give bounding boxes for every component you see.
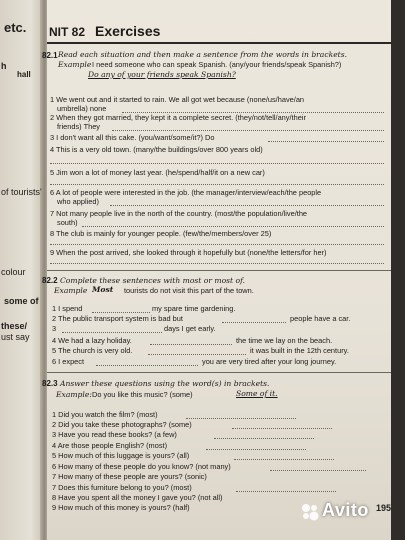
page-title: Exercises xyxy=(95,23,161,39)
example-line: Do you like this music? (some) xyxy=(92,390,193,399)
section-number: 82.2 xyxy=(42,276,58,285)
header-rule xyxy=(47,42,391,44)
exercise-line: 4 This is a very old town. (many/the buildings/over 800 years old) xyxy=(50,145,263,154)
answer-blank[interactable] xyxy=(92,311,150,313)
exercise-line: 6 I expect xyxy=(52,357,85,366)
exercise-line: 8 Have you spent all the money I gave you? (not all) xyxy=(52,493,223,502)
answer-blank[interactable] xyxy=(62,331,162,333)
page-number: 195 xyxy=(376,503,392,513)
exercise-line: 3 I don't want all this cake. (you/want/some/it?) Do xyxy=(50,133,215,142)
exercise-line: it was built in the 12th century. xyxy=(250,346,349,355)
answer-line[interactable] xyxy=(50,262,384,264)
answer-line[interactable] xyxy=(50,243,384,245)
avito-logo xyxy=(300,500,396,524)
answer-blank[interactable] xyxy=(222,321,286,323)
left-fragment: hall xyxy=(17,70,31,79)
section-instruction: Complete these sentences with most or most of. xyxy=(60,276,246,285)
left-fragment: these/ xyxy=(1,321,28,331)
example-line: tourists do not visit this part of the town. xyxy=(124,286,254,295)
answer-blank[interactable] xyxy=(150,343,232,345)
section-instruction: Answer these questions using the word(s) in brackets. xyxy=(60,379,270,388)
answer-line[interactable] xyxy=(270,469,366,471)
exercise-line: 5 Jim won a lot of money last year. (he/spend/half/it on a new car) xyxy=(50,168,265,177)
answer-line[interactable] xyxy=(234,458,334,460)
left-fragment: of tourists' xyxy=(1,187,42,197)
example-answer: Some of it. xyxy=(236,389,278,398)
answer-line[interactable] xyxy=(206,448,306,450)
example-label: Example xyxy=(58,60,92,69)
exercise-line: 5 The church is very old. xyxy=(52,346,133,355)
exercise-line: you are very tired after your long journey. xyxy=(202,357,337,366)
example-label: Example xyxy=(54,286,88,295)
answer-line[interactable] xyxy=(236,490,336,492)
section-number: 82.3 xyxy=(42,379,58,388)
exercise-line: 5 How much of this luggage is yours? (all) xyxy=(52,451,190,460)
background-edge xyxy=(391,0,405,540)
exercise-line: 4 We had a lazy holiday. xyxy=(52,336,132,345)
unit-header xyxy=(47,20,391,44)
logo-text: Avito xyxy=(322,500,369,520)
section-instruction: Read each situation and then make a sentence from the words in brackets. xyxy=(58,50,348,59)
left-fragment: some of xyxy=(4,296,39,306)
exercise-line: who applied) xyxy=(57,197,99,206)
exercise-line: the time we lay on the beach. xyxy=(236,336,333,345)
answer-line[interactable] xyxy=(232,427,332,429)
exercise-line: 6 How many of these people do you know? (not many) xyxy=(52,462,231,471)
exercise-line: 7 Does this furniture belong to you? (most) xyxy=(52,483,192,492)
left-fragment: ust say xyxy=(1,332,30,342)
answer-line[interactable] xyxy=(50,183,384,185)
exercise-line: 2 The public transport system is bad but xyxy=(52,314,183,323)
answer-line[interactable] xyxy=(110,204,384,206)
exercise-line: 6 A lot of people were interested in the job. (the manager/interview/each/the people xyxy=(50,188,322,197)
exercise-line: people have a car. xyxy=(290,314,351,323)
exercise-line: 1 We went out and it started to rain. We all got wet because (none/us/have/an xyxy=(50,95,305,104)
answer-line[interactable] xyxy=(50,162,384,164)
exercise-line: 7 How many of these people are yours? (sonic) xyxy=(52,472,207,481)
unit-label: NIT 82 xyxy=(49,25,86,39)
left-fragment: colour xyxy=(1,267,26,277)
section-divider xyxy=(47,372,391,373)
exercise-line: 3 Have you read these books? (a few) xyxy=(52,430,177,439)
section-divider xyxy=(47,270,391,271)
left-fragment: etc. xyxy=(4,20,27,35)
example-label: Example: xyxy=(56,390,92,399)
exercise-line: 2 When they got married, they kept it a complete secret. (they/not/tell/any/their xyxy=(50,113,306,122)
example-line: I need someone who can speak Spanish. (any/your friends/speak Spanish?) xyxy=(92,60,342,69)
exercise-line: 2 Did you take these photographs? (some) xyxy=(52,420,192,429)
answer-line[interactable] xyxy=(82,225,384,227)
exercise-line: 1 I spend xyxy=(52,304,83,313)
example-answer: Most xyxy=(92,285,114,294)
example-answer: Do any of your friends speak Spanish? xyxy=(88,70,236,79)
exercise-line: 9 When the post arrived, she looked through it hopefully but (none/the letters/for her) xyxy=(50,248,327,257)
answer-line[interactable] xyxy=(112,129,384,131)
exercise-line: 1 Did you watch the film? (most) xyxy=(52,410,158,419)
answer-line[interactable] xyxy=(268,140,384,142)
exercise-line: friends) They xyxy=(57,122,100,131)
exercise-line: 7 Not many people live in the north of the country. (most/the population/live/the xyxy=(50,209,308,218)
exercise-line: 8 The club is mainly for younger people. (few/the/members/over 25) xyxy=(50,229,272,238)
exercise-line: 3 xyxy=(52,324,57,333)
answer-blank[interactable] xyxy=(148,353,246,355)
answer-line[interactable] xyxy=(186,417,296,419)
exercise-line: days I get early. xyxy=(164,324,216,333)
exercise-line: my spare time gardening. xyxy=(152,304,236,313)
answer-line[interactable] xyxy=(214,437,314,439)
exercise-line: 4 Are those people English? (most) xyxy=(52,441,168,450)
answer-blank[interactable] xyxy=(96,364,198,366)
exercise-line: 9 How much of this money is yours? (half) xyxy=(52,503,190,512)
exercise-line: south) xyxy=(57,218,78,227)
exercise-line: umbrella) none xyxy=(57,104,107,113)
left-fragment: h xyxy=(1,61,7,71)
section-number: 82.1 xyxy=(42,51,58,60)
avito-dots-icon xyxy=(300,502,320,522)
